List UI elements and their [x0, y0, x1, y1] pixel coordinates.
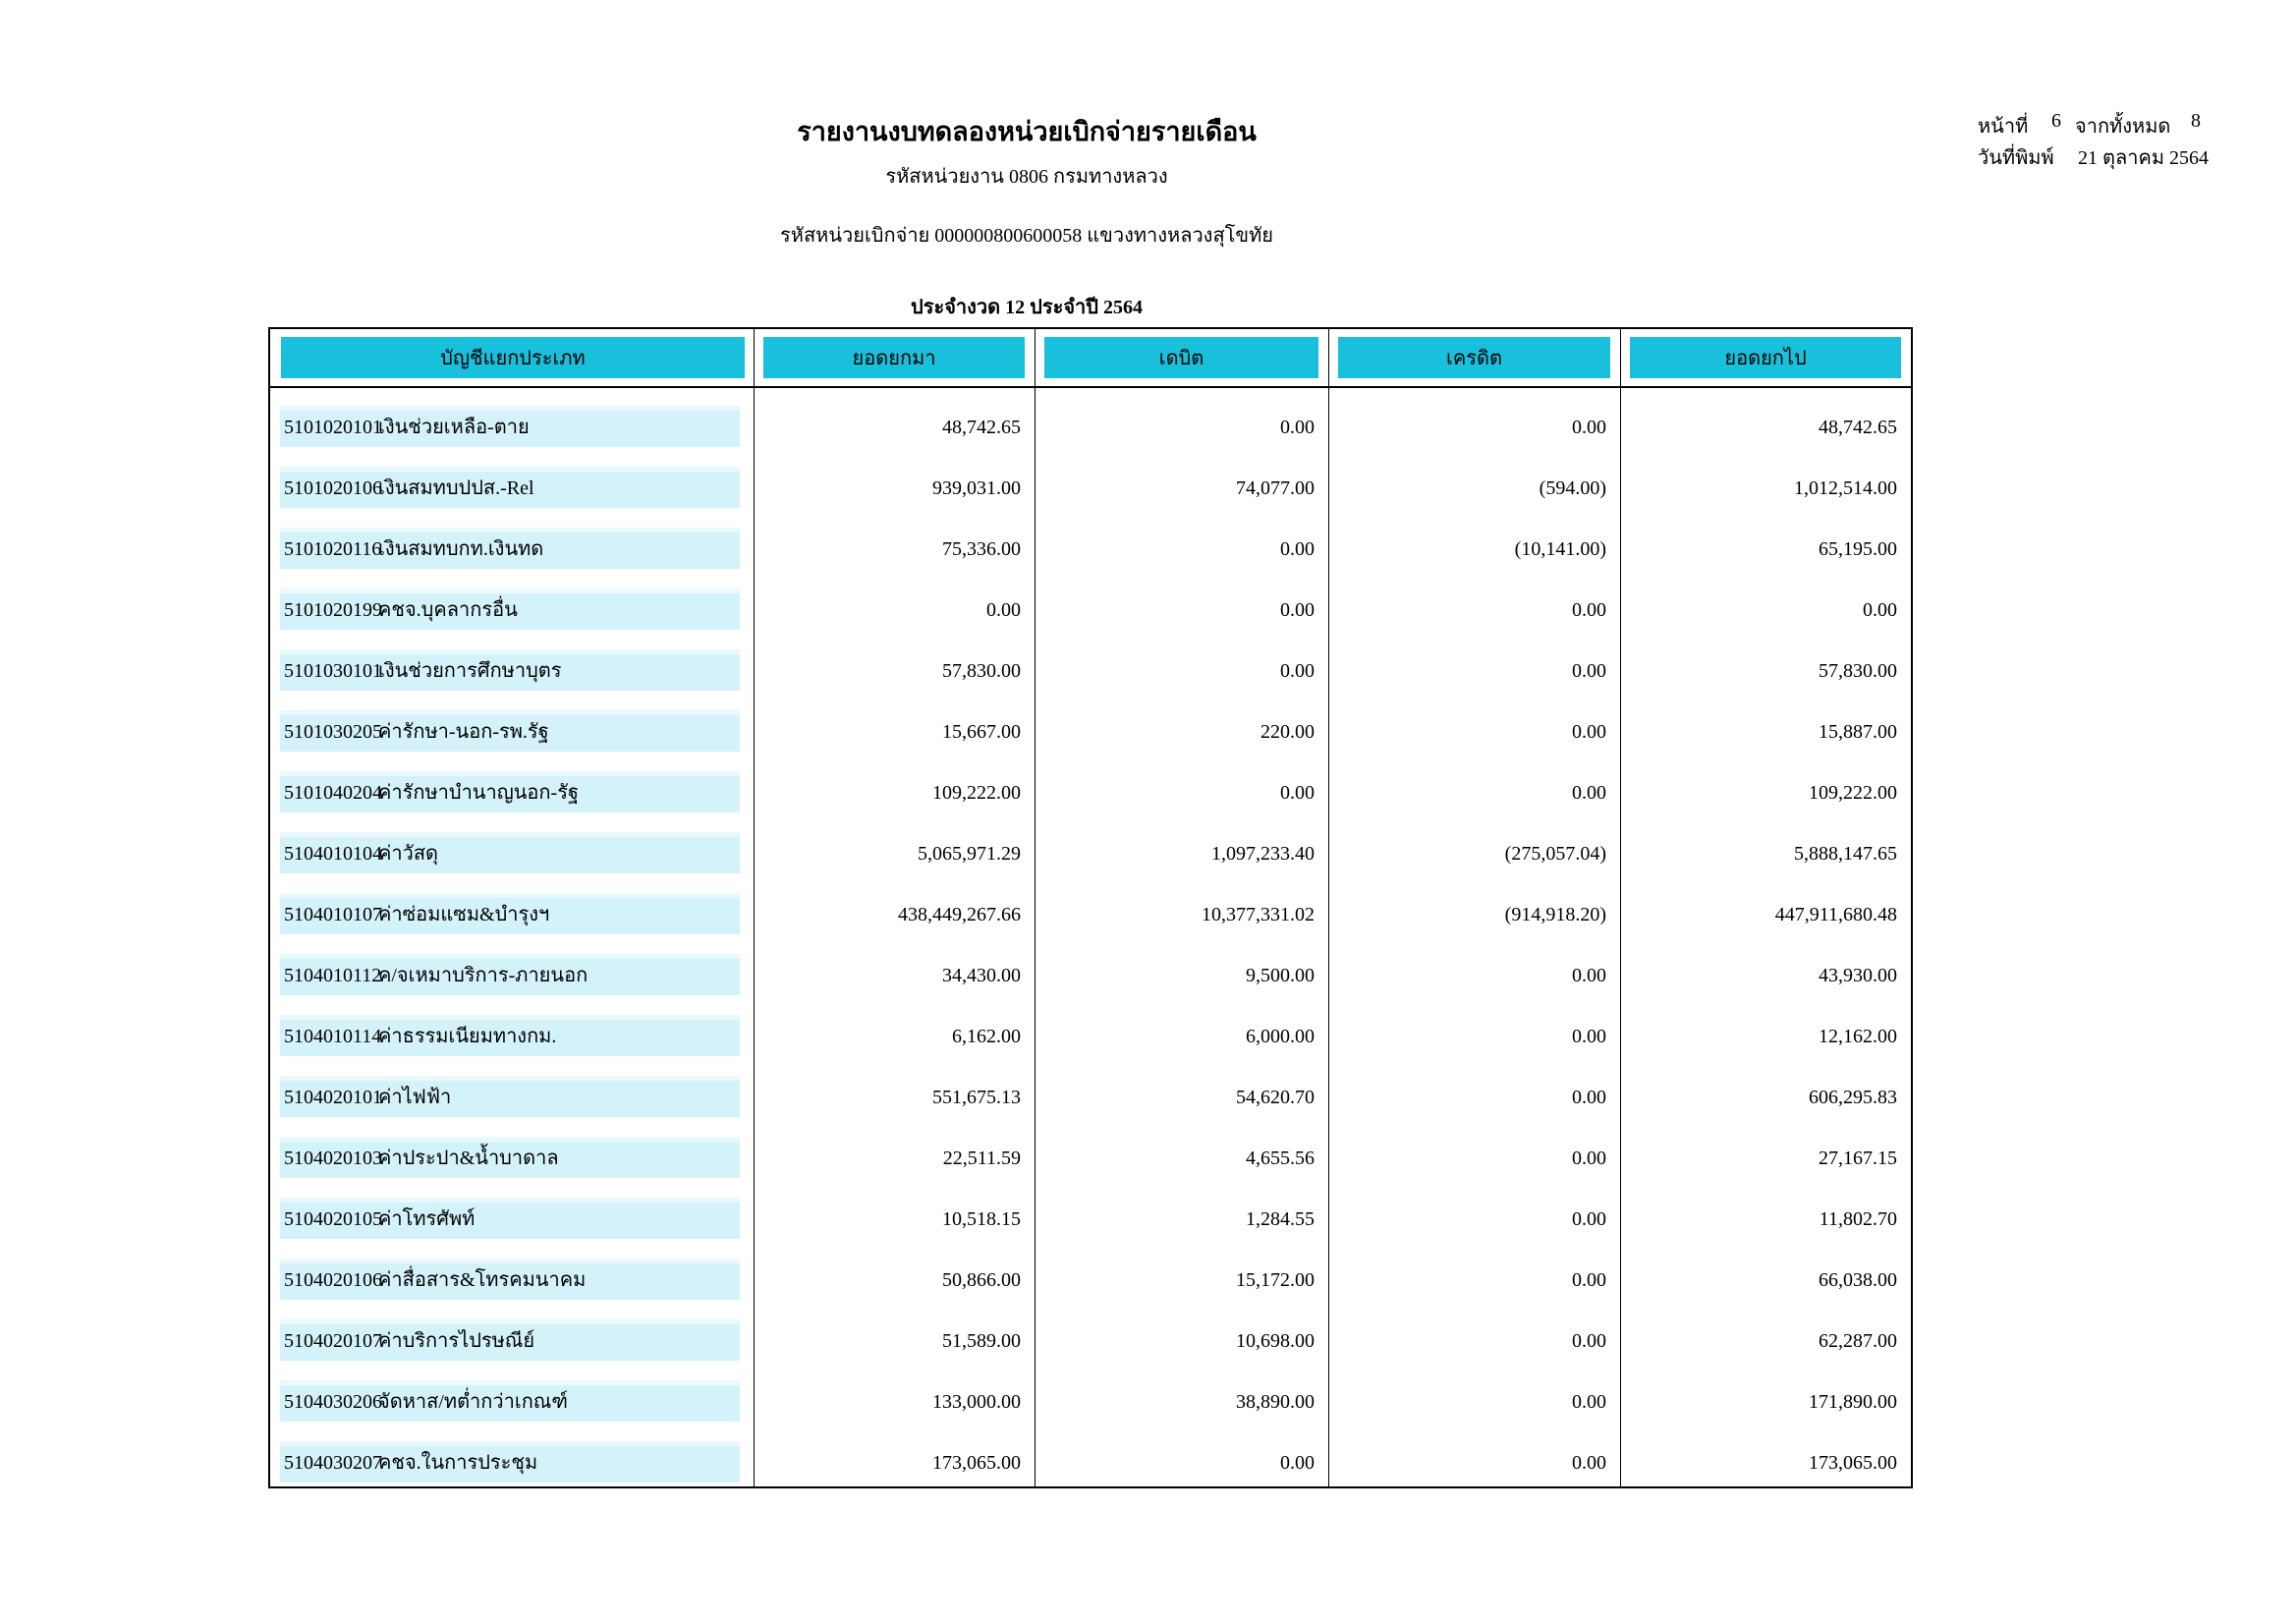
credit-value: (275,057.04) — [1504, 843, 1606, 865]
carry-forward-value: 22,511.59 — [942, 1148, 1021, 1169]
account-name: เงินช่วยการศึกษาบุตร — [378, 660, 562, 682]
credit-value: 0.00 — [1572, 965, 1606, 986]
account-name: ค่าธรรมเนียมทางกม. — [378, 1026, 557, 1047]
carry-forward-value: 15,667.00 — [942, 721, 1021, 743]
account-name: ค่าวัสดุ — [378, 843, 439, 865]
carry-forward-value: 109,222.00 — [932, 782, 1021, 804]
table-row — [270, 1380, 1911, 1422]
balance-value: 606,295.83 — [1809, 1087, 1897, 1108]
table-row — [270, 467, 1911, 508]
carry-forward-value: 438,449,267.66 — [898, 904, 1021, 925]
balance-value: 27,167.15 — [1819, 1148, 1897, 1169]
debit-value: 15,172.00 — [1236, 1269, 1315, 1291]
debit-value: 10,698.00 — [1236, 1330, 1315, 1352]
balance-value: 109,222.00 — [1809, 782, 1897, 804]
account-code: 5104030207 — [284, 1452, 382, 1474]
account-name: ค่าบริการไปรษณีย์ — [378, 1330, 535, 1352]
account-name: ค่าประปา&น้ำบาดาล — [378, 1148, 559, 1169]
carry-forward-value: 173,065.00 — [932, 1452, 1021, 1474]
debit-value: 10,377,331.02 — [1202, 904, 1315, 925]
account-code: 5104020105 — [284, 1208, 382, 1230]
credit-value: 0.00 — [1572, 1208, 1606, 1230]
debit-value: 54,620.70 — [1236, 1087, 1315, 1108]
trial-balance-table — [268, 327, 1913, 1488]
account-code: 5101020106 — [284, 477, 382, 499]
account-code: 5101040204 — [284, 782, 382, 804]
period-line: ประจำงวด 12 ประจำปี 2564 — [911, 297, 1143, 318]
account-name: เงินช่วยเหลือ-ตาย — [378, 417, 530, 438]
balance-value: 48,742.65 — [1819, 417, 1897, 438]
carry-forward-value: 6,162.00 — [952, 1026, 1021, 1047]
balance-value: 15,887.00 — [1819, 721, 1897, 743]
credit-value: 0.00 — [1572, 417, 1606, 438]
table-row — [270, 1015, 1911, 1056]
account-code: 5104010114 — [284, 1026, 382, 1047]
table-row — [270, 832, 1911, 873]
column-header-account: บัญชีแยกประเภท — [281, 337, 745, 378]
debit-value: 4,655.56 — [1246, 1148, 1315, 1169]
credit-value: 0.00 — [1572, 721, 1606, 743]
carry-forward-value: 551,675.13 — [932, 1087, 1021, 1108]
table-row — [270, 1137, 1911, 1178]
credit-value: 0.00 — [1572, 782, 1606, 804]
account-name: จัดหาส/ทต่ำกว่าเกณฑ์ — [378, 1391, 568, 1413]
account-name: คชจ.บุคลากรอื่น — [378, 599, 518, 621]
agency-code-line: รหัสหน่วยงาน 0806 กรมทางหลวง — [885, 166, 1168, 188]
credit-value: 0.00 — [1572, 1330, 1606, 1352]
account-name: ค/จเหมาบริการ-ภายนอก — [378, 965, 588, 986]
debit-value: 0.00 — [1280, 538, 1315, 560]
debit-value: 0.00 — [1280, 417, 1315, 438]
carry-forward-value: 75,336.00 — [942, 538, 1021, 560]
carry-forward-value: 5,065,971.29 — [918, 843, 1021, 865]
table-row — [270, 710, 1911, 752]
print-date-label: วันที่พิมพ์ — [1978, 147, 2054, 169]
credit-value: 0.00 — [1572, 1269, 1606, 1291]
account-name: ค่าไฟฟ้า — [378, 1087, 452, 1108]
balance-value: 43,930.00 — [1819, 965, 1897, 986]
balance-value: 11,802.70 — [1819, 1208, 1897, 1230]
table-row — [270, 588, 1911, 630]
debit-value: 38,890.00 — [1236, 1391, 1315, 1413]
account-code: 5104030206 — [284, 1391, 382, 1413]
carry-forward-value: 57,830.00 — [942, 660, 1021, 682]
carry-forward-value: 34,430.00 — [942, 965, 1021, 986]
table-row — [270, 1198, 1911, 1239]
carry-forward-value: 133,000.00 — [932, 1391, 1021, 1413]
carry-forward-value: 0.00 — [986, 599, 1021, 621]
account-code: 5104010112 — [284, 965, 382, 986]
debit-value: 0.00 — [1280, 599, 1315, 621]
account-code: 5101030101 — [284, 660, 382, 682]
balance-value: 171,890.00 — [1809, 1391, 1897, 1413]
table-row — [270, 528, 1911, 569]
credit-value: 0.00 — [1572, 1452, 1606, 1474]
account-name: ค่าซ่อมแซม&บำรุงฯ — [378, 904, 550, 925]
credit-value: 0.00 — [1572, 660, 1606, 682]
account-code: 5104020107 — [284, 1330, 382, 1352]
table-row — [270, 771, 1911, 812]
balance-value: 57,830.00 — [1819, 660, 1897, 682]
account-code: 5104010104 — [284, 843, 382, 865]
table-row — [270, 406, 1911, 447]
balance-value: 447,911,680.48 — [1774, 904, 1897, 925]
table-row — [270, 893, 1911, 934]
account-name: ค่ารักษา-นอก-รพ.รัฐ — [378, 721, 549, 743]
table-row — [270, 1319, 1911, 1361]
account-code: 5101020116 — [284, 538, 382, 560]
balance-value: 5,888,147.65 — [1794, 843, 1897, 865]
account-code: 5104020106 — [284, 1269, 382, 1291]
credit-value: (10,141.00) — [1514, 538, 1606, 560]
account-code: 5104020101 — [284, 1087, 382, 1108]
account-name: ค่าโทรศัพท์ — [378, 1208, 476, 1230]
balance-value: 173,065.00 — [1809, 1452, 1897, 1474]
carry-forward-value: 939,031.00 — [932, 477, 1021, 499]
debit-value: 9,500.00 — [1246, 965, 1315, 986]
credit-value: (594.00) — [1539, 477, 1606, 499]
credit-value: (914,918.20) — [1504, 904, 1606, 925]
debit-value: 1,284.55 — [1246, 1208, 1315, 1230]
total-pages-value: 8 — [2191, 110, 2201, 132]
account-code: 5104010107 — [284, 904, 382, 925]
column-header-carry-forward: ยอดยกมา — [763, 337, 1025, 378]
account-name: ค่าสื่อสาร&โทรคมนาคม — [378, 1269, 587, 1291]
debit-value: 220.00 — [1260, 721, 1315, 743]
credit-value: 0.00 — [1572, 1087, 1606, 1108]
account-code: 5101020101 — [284, 417, 382, 438]
header-separator — [270, 386, 1911, 388]
debit-value: 0.00 — [1280, 660, 1315, 682]
account-code: 5101030205 — [284, 721, 382, 743]
column-header-credit: เครดิต — [1338, 337, 1610, 378]
credit-value: 0.00 — [1572, 1148, 1606, 1169]
table-row — [270, 1259, 1911, 1300]
account-name: เงินสมทบปปส.-Rel — [378, 477, 534, 499]
balance-value: 1,012,514.00 — [1794, 477, 1897, 499]
carry-forward-value: 48,742.65 — [942, 417, 1021, 438]
credit-value: 0.00 — [1572, 1391, 1606, 1413]
page-title: รายงานงบทดลองหน่วยเบิกจ่ายรายเดือน — [797, 117, 1257, 146]
carry-forward-value: 50,866.00 — [942, 1269, 1021, 1291]
carry-forward-value: 10,518.15 — [942, 1208, 1021, 1230]
balance-value: 62,287.00 — [1819, 1330, 1897, 1352]
table-row — [270, 1441, 1911, 1483]
disbursement-code-line: รหัสหน่วยเบิกจ่าย 000000800600058 แขวงทางหลวงสุโขทัย — [780, 225, 1273, 247]
page-number-value: 6 — [2051, 110, 2061, 132]
account-name: เงินสมทบกท.เงินทด — [378, 538, 544, 560]
table-row — [270, 649, 1911, 691]
debit-value: 0.00 — [1280, 782, 1315, 804]
account-code: 5101020199 — [284, 599, 382, 621]
debit-value: 1,097,233.40 — [1211, 843, 1315, 865]
balance-value: 65,195.00 — [1819, 538, 1897, 560]
table-row — [270, 1076, 1911, 1117]
debit-value: 0.00 — [1280, 1452, 1315, 1474]
account-name: ค่ารักษาบำนาญนอก-รัฐ — [378, 782, 579, 804]
credit-value: 0.00 — [1572, 1026, 1606, 1047]
balance-value: 0.00 — [1863, 599, 1897, 621]
page-number-label: หน้าที่ — [1978, 116, 2029, 138]
print-date-value: 21 ตุลาคม 2564 — [2078, 147, 2210, 169]
total-pages-label: จากทั้งหมด — [2075, 116, 2171, 138]
account-code: 5104020103 — [284, 1148, 382, 1169]
debit-value: 74,077.00 — [1236, 477, 1315, 499]
carry-forward-value: 51,589.00 — [942, 1330, 1021, 1352]
balance-value: 66,038.00 — [1819, 1269, 1897, 1291]
column-header-balance: ยอดยกไป — [1630, 337, 1901, 378]
column-header-debit: เดบิต — [1044, 337, 1318, 378]
debit-value: 6,000.00 — [1246, 1026, 1315, 1047]
account-name: คชจ.ในการประชุม — [378, 1452, 538, 1474]
balance-value: 12,162.00 — [1819, 1026, 1897, 1047]
table-row — [270, 954, 1911, 995]
credit-value: 0.00 — [1572, 599, 1606, 621]
